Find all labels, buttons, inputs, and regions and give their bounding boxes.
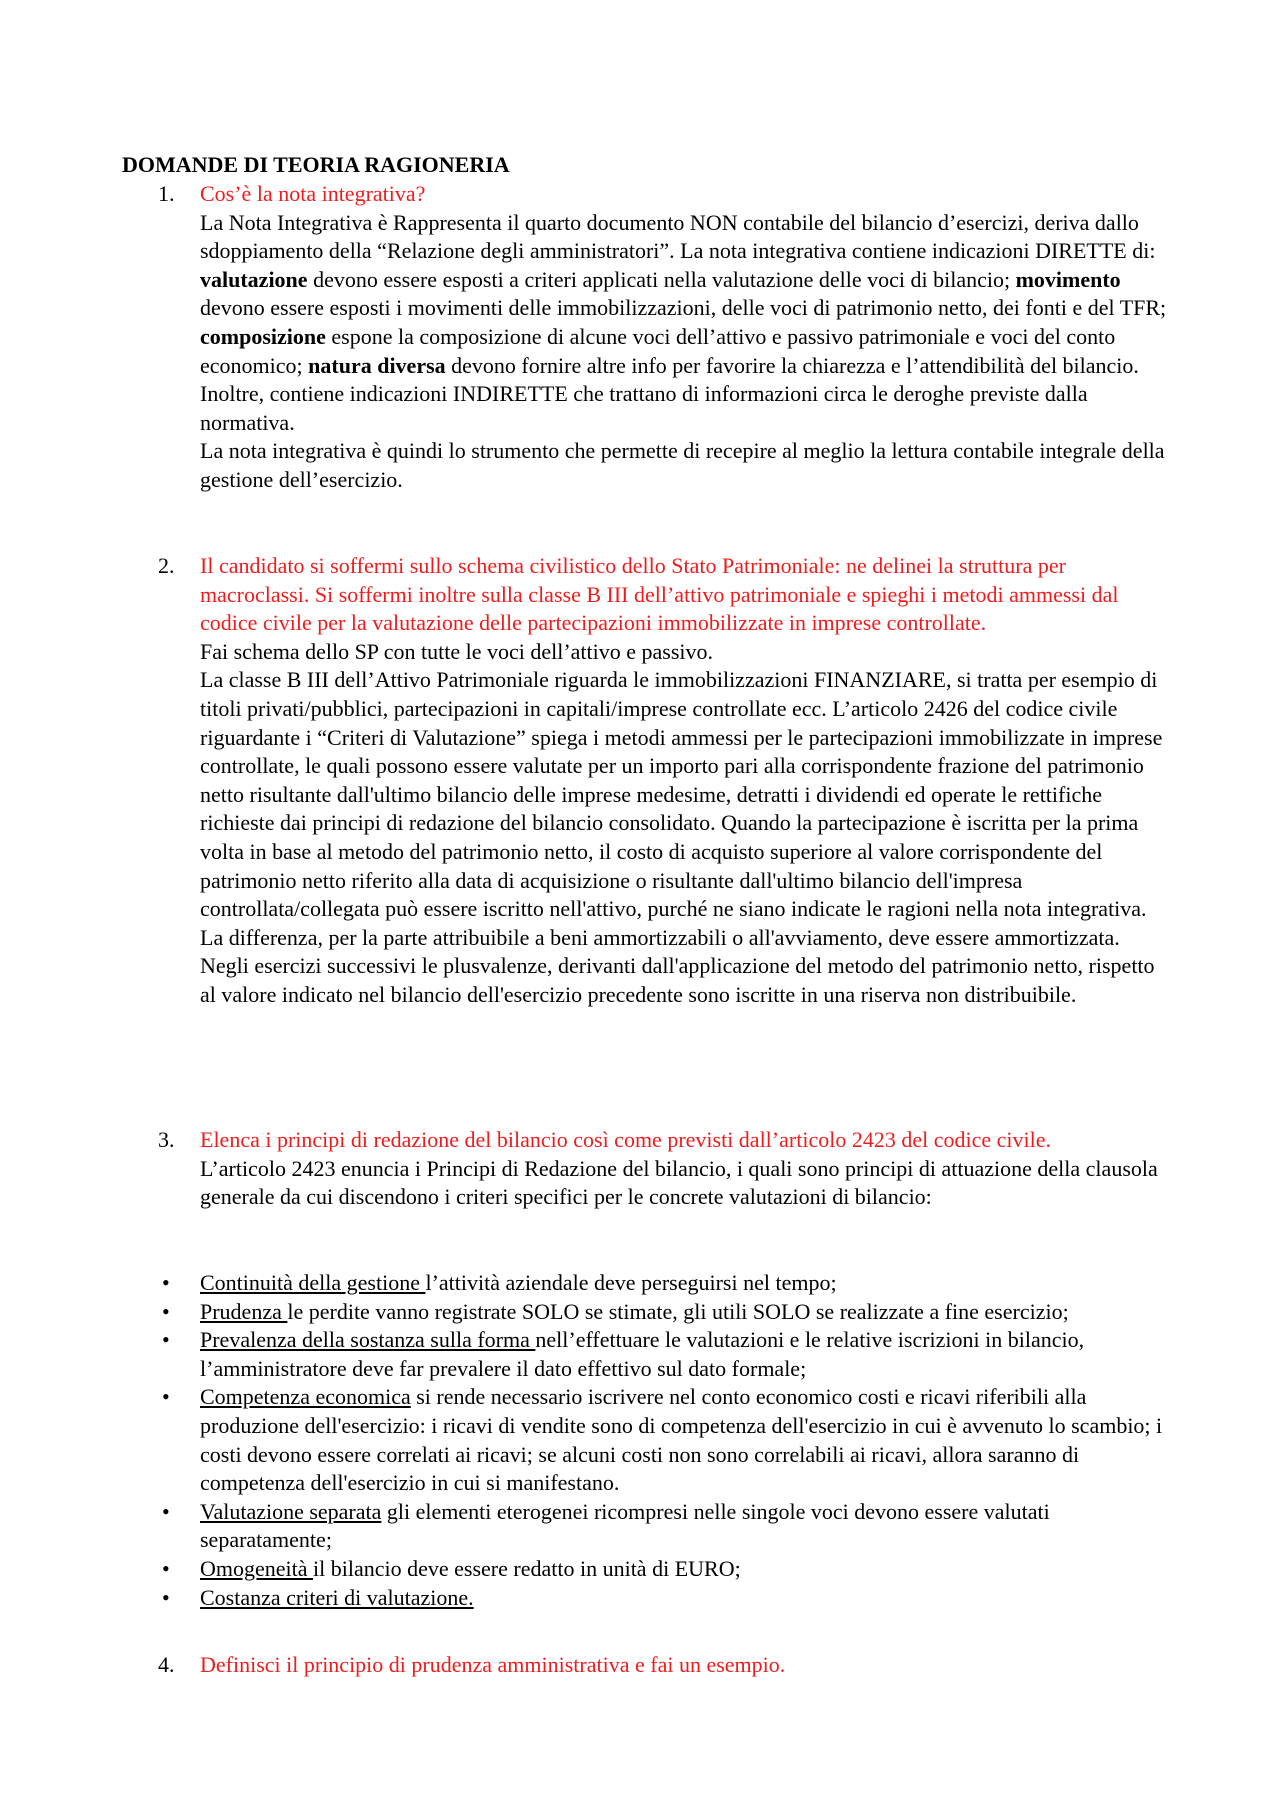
bullet-mark: • bbox=[162, 1270, 170, 1295]
underlined-term: Omogeneità bbox=[200, 1555, 314, 1581]
bullet-list bbox=[122, 1269, 1172, 1612]
list-item: • Prudenza le perdite vanno registrate SOLO se stimate, gli utili SOLO se realizzate a fine esercizio; bbox=[122, 1298, 1172, 1327]
answer-paragraph: Inoltre, contiene indicazioni INDIRETTE che trattano di informazioni circa le deroghe previste dalla normativa. bbox=[200, 381, 1088, 435]
answer-paragraph: La Nota Integrativa è Rappresenta il quarto documento NON contabile del bilancio d’esercizi, deriva dallo sdoppiamento della “Relazione degli amministratori”. La nota integrativa contiene indicazioni DIRETTE di: valutazione devono essere esposti a criteri applicati nella valutazione delle voci di bilancio; movimento devono essere esposti i movimenti delle immobilizzazioni, delle voci di patrimonio netto, dei fonti e del TFR; composizione espone la composizione di alcune voci dell’attivo e passivo patrimoniale e voci del conto economico; natura diversa devono fornire altre info per favorire la chiarezza e l’attendibilità del bilancio. bbox=[200, 209, 1167, 378]
underlined-term: Prudenza bbox=[200, 1298, 288, 1324]
question-number: 4. bbox=[158, 1652, 175, 1677]
bullet-mark: • bbox=[162, 1298, 170, 1324]
question-text: Il candidato si soffermi sullo schema civilistico dello Stato Patrimoniale: ne delinei la struttura per macroclassi. Si soffermi inoltre sulla classe B III dell’attivo patrimoniale e spieghi i metodi ammessi dal codice civile per la valutazione delle partecipazioni immobilizzate in imprese controllate. bbox=[200, 553, 1119, 636]
underlined-term: Valutazione separata bbox=[200, 1498, 382, 1524]
list-item: • Valutazione separata gli elementi eterogenei ricompresi nelle singole voci devono essere valutati separatamente; bbox=[162, 1498, 1050, 1553]
list-item: • Prevalenza della sostanza sulla forma nell’effettuare le valutazioni e le relative iscrizioni in bilancio, l’amministratore deve far prevalere il dato effettivo sul dato formale; bbox=[162, 1327, 1085, 1381]
underlined-term: Competenza economica bbox=[200, 1384, 411, 1410]
list-item: • Omogeneità il bilancio deve essere redatto in unità di EURO; bbox=[122, 1555, 1172, 1584]
underlined-term: Prevalenza della sostanza sulla forma bbox=[200, 1327, 536, 1353]
bullet-mark: • bbox=[162, 1498, 170, 1524]
bullet-mark: • bbox=[162, 1555, 170, 1581]
bullet-mark: • bbox=[162, 1584, 170, 1610]
bold-term: valutazione bbox=[200, 266, 308, 292]
list-item: • Continuità della gestione l’attività aziendale deve perseguirsi nel tempo; bbox=[122, 1269, 1172, 1298]
question-number: 1. bbox=[158, 181, 175, 206]
question-text: Elenca i principi di redazione del bilancio così come previsti dall’articolo 2423 del codice civile. bbox=[200, 1127, 1051, 1152]
answer-paragraph: Fai schema dello SP con tutte le voci dell’attivo e passivo. bbox=[200, 638, 714, 664]
question-number: 2. bbox=[158, 553, 175, 578]
list-item bbox=[122, 1584, 1172, 1613]
question-3 bbox=[122, 1126, 1172, 1212]
question-2 bbox=[122, 552, 1172, 1010]
answer-paragraph: La nota integrativa è quindi lo strumento che permette di recepire al meglio la lettura contabile integrale della gestione dell’esercizio. bbox=[200, 438, 1165, 492]
document-title: DOMANDE DI TEORIA RAGIONERIA bbox=[122, 152, 510, 177]
question-4 bbox=[122, 1651, 1172, 1680]
question-text: Cos’è la nota integrativa? bbox=[200, 181, 426, 206]
answer-paragraph: L’articolo 2423 enuncia i Principi di Redazione del bilancio, i quali sono principi di attuazione della clausola generale da cui discendono i criteri specifici per le concrete valutazioni di bilancio: bbox=[200, 1155, 1158, 1210]
underlined-term: Costanza criteri di valutazione. bbox=[200, 1584, 474, 1610]
bold-term: composizione bbox=[200, 323, 326, 349]
list-item: • Competenza economica si rende necessario iscrivere nel conto economico costi e ricavi riferibili alla produzione dell'esercizio: i ricavi di vendite sono di competenza dell'esercizio in cui è avvenuto lo scambio; i costi devono essere correlati ai ricavi; se alcuni costi non sono correlabili ai ricavi, allora saranno di competenza dell'esercizio in cui si manifestano. bbox=[162, 1384, 1163, 1496]
question-number: 3. bbox=[158, 1127, 175, 1152]
answer-paragraph: La classe B III dell’Attivo Patrimoniale riguarda le immobilizzazioni FINANZIARE, si tratta per esempio di titoli privati/pubblici, partecipazioni in capitali/imprese controllate ecc. L’articolo 2426 del codice civile riguardante i “Criteri di Valutazione” spiega i metodi ammessi per le partecipazioni immobilizzate in imprese controllate, le quali possono essere valutate per un importo pari alla corrispondente frazione del patrimonio netto risultante dall'ultimo bilancio delle imprese medesime, detratti i dividendi ed operate le rettifiche richieste dai principi di redazione del bilancio consolidato. Quando la partecipazione è iscritta per la prima volta in base al metodo del patrimonio netto, il costo di acquisto superiore al valore corrispondente del patrimonio netto riferito alla data di acquisizione o risultante dall'ultimo bilancio dell'impresa controllata/collegata può essere iscritto nell'attivo, purché ne siano indicate le ragioni nella nota integrativa. La differenza, per la parte attribuibile a beni ammortizzabili o all'avviamento, deve essere ammortizzata. Negli esercizi successivi le plusvalenze, derivanti dall'applicazione del metodo del patrimonio netto, rispetto al valore indicato nel bilancio dell'esercizio precedente sono iscritte in una riserva non distribuibile. bbox=[200, 667, 1163, 1007]
bullet-mark: • bbox=[162, 1327, 170, 1353]
underlined-term: Continuità della gestione bbox=[200, 1270, 426, 1295]
bold-term: natura diversa bbox=[308, 352, 446, 378]
question-1 bbox=[122, 180, 1172, 495]
bold-term: movimento bbox=[1015, 266, 1121, 292]
question-text: Definisci il principio di prudenza amministrativa e fai un esempio. bbox=[200, 1652, 786, 1677]
bullet-mark: • bbox=[162, 1384, 170, 1410]
